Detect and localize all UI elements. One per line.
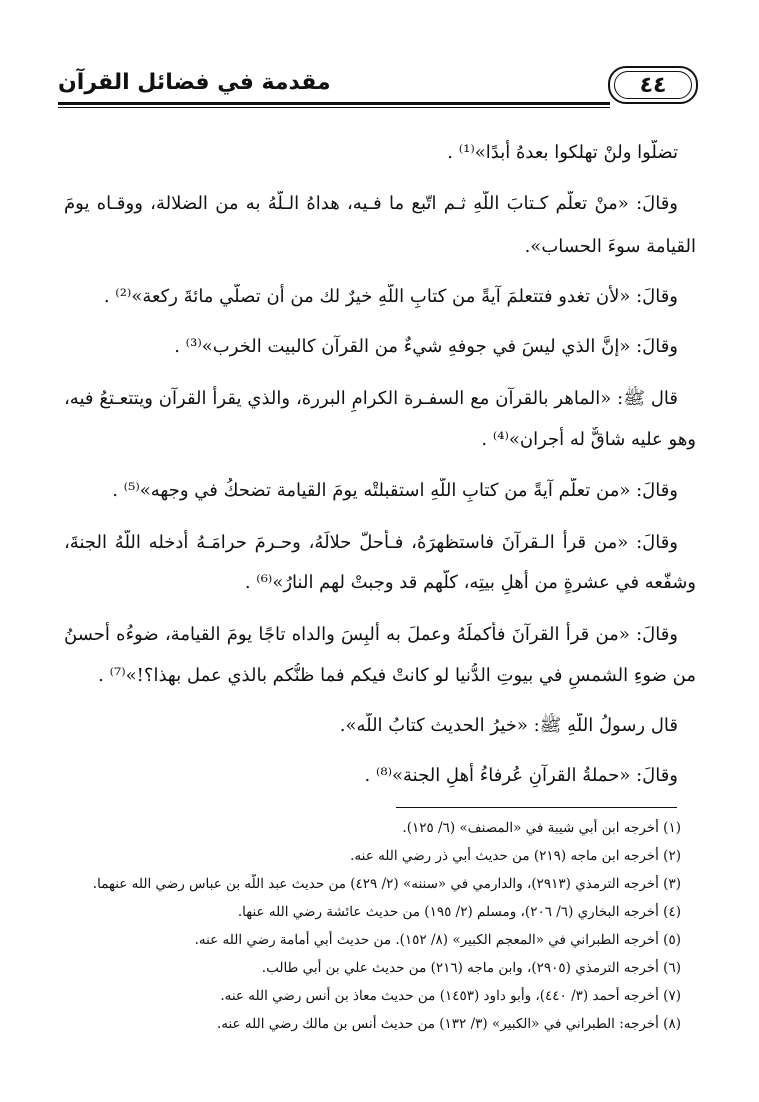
footnote-separator bbox=[396, 807, 677, 808]
text-line: وقالَ: «إنَّ الذي ليسَ في جوفهِ شيءٌ من القرآن كالبيت الخرب»⁽³⁾ . bbox=[174, 336, 678, 357]
footnote: (٣) أخرجه الترمذي (٢٩١٣)، والدارمي في «سننه» (٢/ ٤٢٩) من حديث عبد اللَّه بن عباس رضي الله عنهما. bbox=[92, 876, 681, 892]
text-line: القيامة سوءَ الحساب». bbox=[524, 236, 696, 257]
text-line: من ضوءِ الشمسِ في بيوتِ الدُّنيا لو كانتْ فيكم فما ظنُّكم بالذي عمل بهذا؟!»⁽⁷⁾ . bbox=[98, 665, 696, 686]
text-line: وهو عليه شاقٌّ له أجران»⁽⁴⁾ . bbox=[481, 429, 696, 450]
footnote: (٦) أخرجه الترمذي (٢٩٠٥)، وابن ماجه (٢١٦) من حديث علي بن أبي طالب. bbox=[261, 960, 681, 976]
footnote: (٥) أخرجه الطبراني في «المعجم الكبير» (٨/ ١٥٢). من حديث أبي أمامة رضي الله عنه. bbox=[194, 932, 681, 948]
text-line: وقالَ: «من قرأ الـقرآنَ فاستظهرَهُ، فـأحلّ حلالَهُ، وحـرمَ حرامَـهُ أدخله اللَّهُ الجنةَ، bbox=[64, 532, 678, 553]
footnote: (٤) أخرجه البخاري (٦/ ٢٠٦)، ومسلم (٢/ ١٩٥) من حديث عائشة رضي الله عنها. bbox=[237, 904, 681, 920]
page-number-badge bbox=[608, 66, 698, 104]
text-line: قال ﷺ: «الماهر بالقرآن مع السفـرة الكرامِ البررة، والذي يقرأ القرآن ويتتعـتعُ فيه، bbox=[64, 388, 678, 409]
page-number: ٤٤ bbox=[614, 71, 692, 99]
text-line: تضلُّوا ولنْ تهلكوا بعدهُ أبدًا»⁽¹⁾ . bbox=[447, 142, 678, 163]
running-head-title: مقدمة في فضائل القرآن bbox=[58, 70, 331, 95]
footnote: (٨) أخرجه: الطبراني في «الكبير» (٣/ ١٣٢) من حديث أنس بن مالك رضي الله عنه. bbox=[216, 1016, 681, 1032]
footnote: (٧) أخرجه أحمد (٣/ ٤٤٠)، وأبو داود (١٤٥٣) من حديث معاذ بن أنس رضي الله عنه. bbox=[220, 988, 681, 1004]
header-rule-thin bbox=[58, 107, 610, 108]
text-line: وقالَ: «من تعلّم آيةً من كتابِ اللَّهِ استقبلتْه يومَ القيامة تضحكُ في وجهه»⁽⁵⁾ . bbox=[112, 480, 678, 501]
footnote: (٢) أخرجه ابن ماجه (٢١٩) من حديث أبي ذر رضي الله عنه. bbox=[350, 848, 681, 864]
text-line: وشفّعه في عشرةٍ من أهلِ بيتِه، كلّهم قد وجبتْ لهم النارُ»⁽⁶⁾ . bbox=[244, 572, 696, 593]
text-line: وقالَ: «من قرأ القرآنَ فأكملَهُ وعملَ به أُلبِسَ والداه تاجًا يومَ القيامة، ضوءُه أحسنُ bbox=[64, 624, 678, 645]
text-line: وقالَ: «حملةُ القرآنِ عُرفاءُ أهلِ الجنة»⁽⁸⁾ . bbox=[364, 765, 678, 786]
text-line: وقالَ: «منْ تعلّم كـتابَ اللَّهِ ثـم اتّبع ما فـيه، هداهُ الـلَّهُ به من الضلالة، ووقـاه يومَ bbox=[64, 193, 678, 214]
page-header bbox=[58, 62, 698, 110]
header-rule bbox=[58, 102, 610, 105]
footnote: (١) أخرجه ابن أبي شيبة في «المصنف» (٦/ ١٢٥). bbox=[402, 820, 681, 836]
text-line: قال رسولُ اللَّهِ ﷺ: «خيرُ الحديث كتابُ اللَّه». bbox=[339, 715, 678, 736]
text-line: وقالَ: «لأن تغدو فتتعلمَ آيةً من كتابِ اللَّهِ خيرٌ لك من أن تصلّي مائةَ ركعة»⁽²⁾ . bbox=[103, 286, 678, 307]
